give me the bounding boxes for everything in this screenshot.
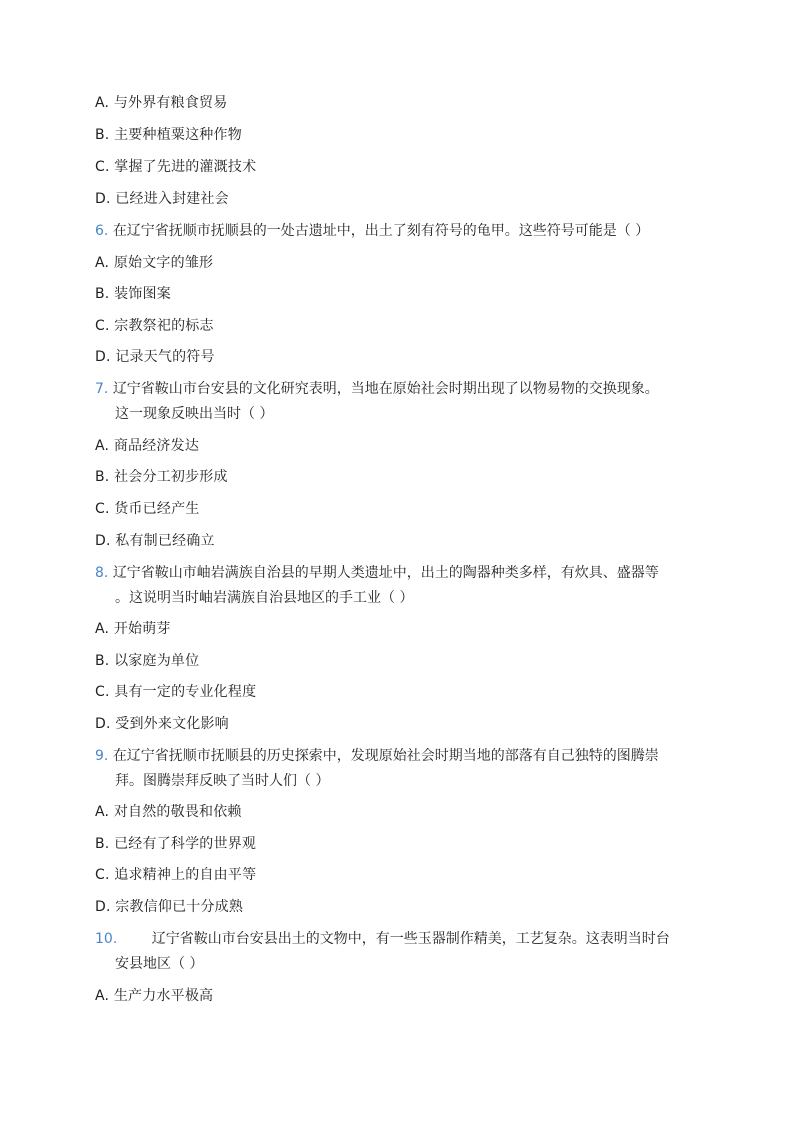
question-7-number: 7.	[95, 381, 109, 397]
q5-option-b: B. 主要种植粟这种作物	[95, 127, 242, 143]
question-10	[95, 929, 705, 974]
q10-option-a: A. 生产力水平极高	[95, 988, 214, 1004]
question-9-number: 9.	[95, 748, 109, 764]
question-9-stem-line2: 拜。图腾崇拜反映了当时人们（ ）	[115, 773, 330, 789]
question-9	[95, 746, 705, 791]
q8-option-d: D. 受到外来文化影响	[95, 716, 229, 732]
question-6-stem: 在辽宁省抚顺市抚顺县的一处古遗址中，出土了刻有符号的龟甲。这些符号可能是（ ）	[112, 223, 650, 239]
question-6	[95, 221, 705, 241]
q9-option-d: D. 宗教信仰已十分成熟	[95, 899, 244, 915]
q7-option-a: A. 商品经济发达	[95, 438, 200, 454]
q6-option-a: A. 原始文字的雏形	[95, 255, 214, 271]
q8-option-a: A. 开始萌芽	[95, 621, 171, 637]
question-8-stem-line2: 。这说明当时岫岩满族自治县地区的手工业（ ）	[115, 590, 414, 606]
q7-option-c: C. 货币已经产生	[95, 501, 200, 517]
q6-option-c: C. 宗教祭祀的标志	[95, 318, 214, 334]
q5-option-a: A. 与外界有粮食贸易	[95, 95, 228, 111]
question-10-stem-line2: 安县地区（ ）	[115, 956, 204, 972]
q9-option-a: A. 对自然的敬畏和依赖	[95, 804, 242, 820]
q5-option-d: D. 已经进入封建社会	[95, 191, 229, 207]
question-7-stem-line2: 这一现象反映出当时（ ）	[115, 406, 274, 422]
question-10-stem-line1: 辽宁省鞍山市台安县出土的文物中，有一些玉器制作精美，工艺复杂。这表明当时台	[151, 931, 670, 947]
q7-option-b: B. 社会分工初步形成	[95, 469, 228, 485]
question-8	[95, 563, 705, 608]
question-9-stem-line1: 在辽宁省抚顺市抚顺县的历史探索中，发现原始社会时期当地的部落有自己独特的图腾崇	[112, 748, 659, 764]
q7-option-d: D. 私有制已经确立	[95, 533, 215, 549]
question-6-number: 6.	[95, 223, 109, 239]
question-7-stem-line1: 辽宁省鞍山市台安县的文化研究表明，当地在原始社会时期出现了以物易物的交换现象。	[112, 381, 659, 397]
question-8-number: 8.	[95, 565, 109, 581]
question-10-number: 10.	[95, 931, 118, 947]
q9-option-c: C. 追求精神上的自由平等	[95, 867, 257, 883]
q8-option-b: B. 以家庭为单位	[95, 653, 200, 669]
q9-option-b: B. 已经有了科学的世界观	[95, 836, 257, 852]
q8-option-c: C. 具有一定的专业化程度	[95, 684, 257, 700]
q6-option-b: B. 装饰图案	[95, 286, 171, 302]
q6-option-d: D. 记录天气的符号	[95, 349, 215, 365]
question-8-stem-line1: 辽宁省鞍山市岫岩满族自治县的早期人类遗址中，出土的陶器种类多样，有炊具、盛器等	[112, 565, 659, 581]
q5-option-c: C. 掌握了先进的灌溉技术	[95, 159, 257, 175]
question-7	[95, 379, 705, 424]
